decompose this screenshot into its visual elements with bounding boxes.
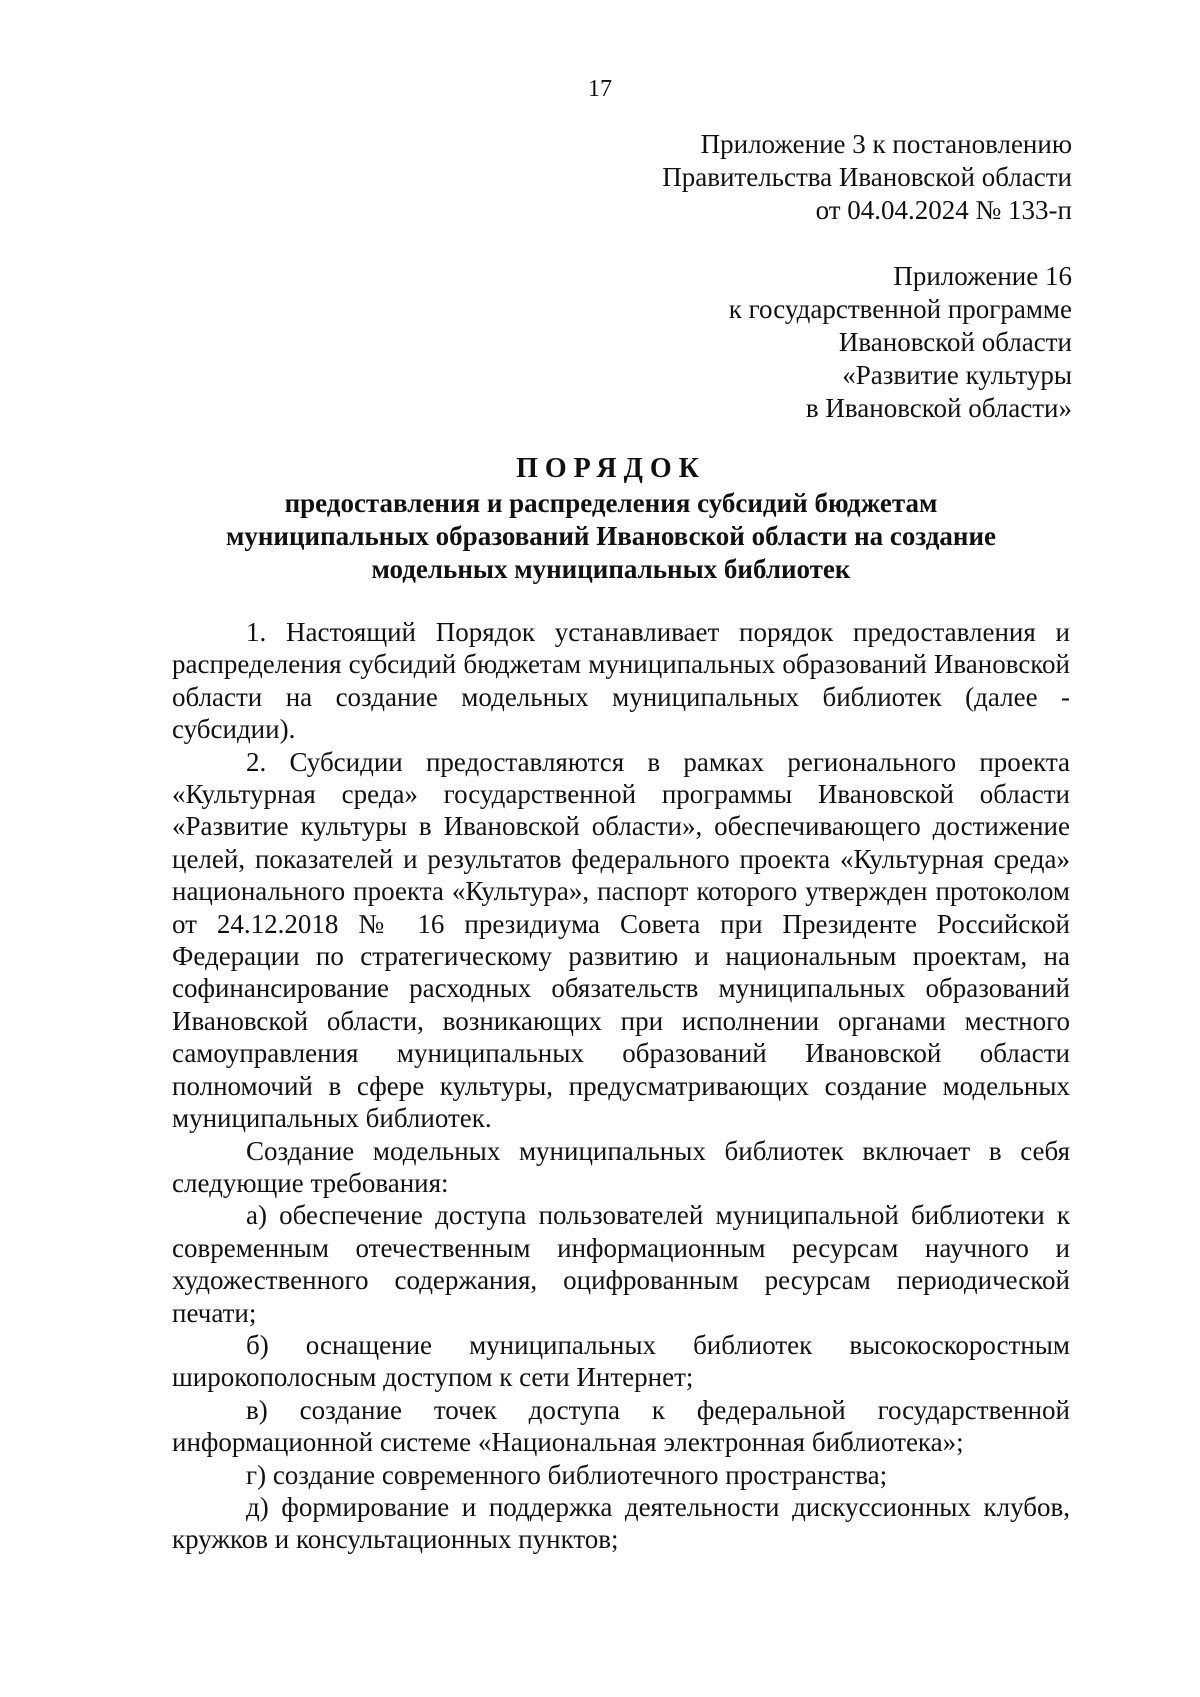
program-header [729,260,1072,425]
appendix-header-line: от 04.04.2024 № 133-п [815,195,1072,225]
paragraph: 2. Субсидии предоставляются в рамках регионального проекта «Культурная среда» государственной программы Ивановской области «Развитие культуры в Ивановской области», обеспечивающего достижение целей, показателей и результатов федерального проекта «Культурная среда» национального проекта «Культура», паспорт которого утвержден протоколом от 24.12.2018 № 16 президиума Совета при Президенте Российской Федерации по стратегическому развитию и национальным проектам, на софинансирование расходных обязательств муниципальных образований Ивановской области, возникающих при исполнении органами местного самоуправления муниципальных образований Ивановской области полномочий в сфере культуры, предусматривающих создание модельных муниципальных библиотек. [172,746,1070,1134]
paragraph: Создание модельных муниципальных библиотек включает в себя следующие требования: [172,1135,1070,1198]
program-header-line: Ивановской области [838,327,1072,357]
list-item: д) формирование и поддержка деятельности дискуссионных клубов, кружков и консультационных пунктов; [172,1491,1070,1555]
list-item: г) создание современного библиотечного пространства; [246,1459,888,1490]
appendix-header-line: Правительства Ивановской области [662,162,1072,192]
document-body [172,616,1070,1556]
document-subtitle-line: модельных муниципальных библиотек [371,554,851,584]
paragraph: 1. Настоящий Порядок устанавливает порядок предоставления и распределения субсидий бюджетам муниципальных образований Ивановской области на создание модельных муниципальных библиотек (далее - субсидии). [172,617,1070,745]
list-item: б) оснащение муниципальных библиотек высокоскоростным широкополосным доступом к сети Интернет; [172,1329,1070,1393]
program-header-line: «Развитие культуры [842,360,1072,390]
program-header-line: Приложение 16 [893,261,1072,291]
list-item: в) создание точек доступа к федеральной государственной информационной системе «Национальная электронная библиотека»; [172,1394,1070,1458]
appendix-header [662,128,1072,227]
program-header-line: к государственной программе [728,294,1072,324]
program-header-line: в Ивановской области» [805,393,1072,423]
document-subtitle-line: муниципальных образований Ивановской области на создание [225,521,997,551]
appendix-header-line: Приложение 3 к постановлению [700,129,1072,159]
document-title: ПОРЯДОК [516,453,706,484]
page-number: 17 [588,76,612,102]
document-subtitle-line: предоставления и распределения субсидий бюджетам [284,488,938,518]
document-title-block [150,452,1072,586]
list-item: а) обеспечение доступа пользователей муниципальной библиотеки к современным отечественным информационным ресурсам научного и художественного содержания, оцифрованным ресурсам периодической печати; [172,1200,1070,1328]
